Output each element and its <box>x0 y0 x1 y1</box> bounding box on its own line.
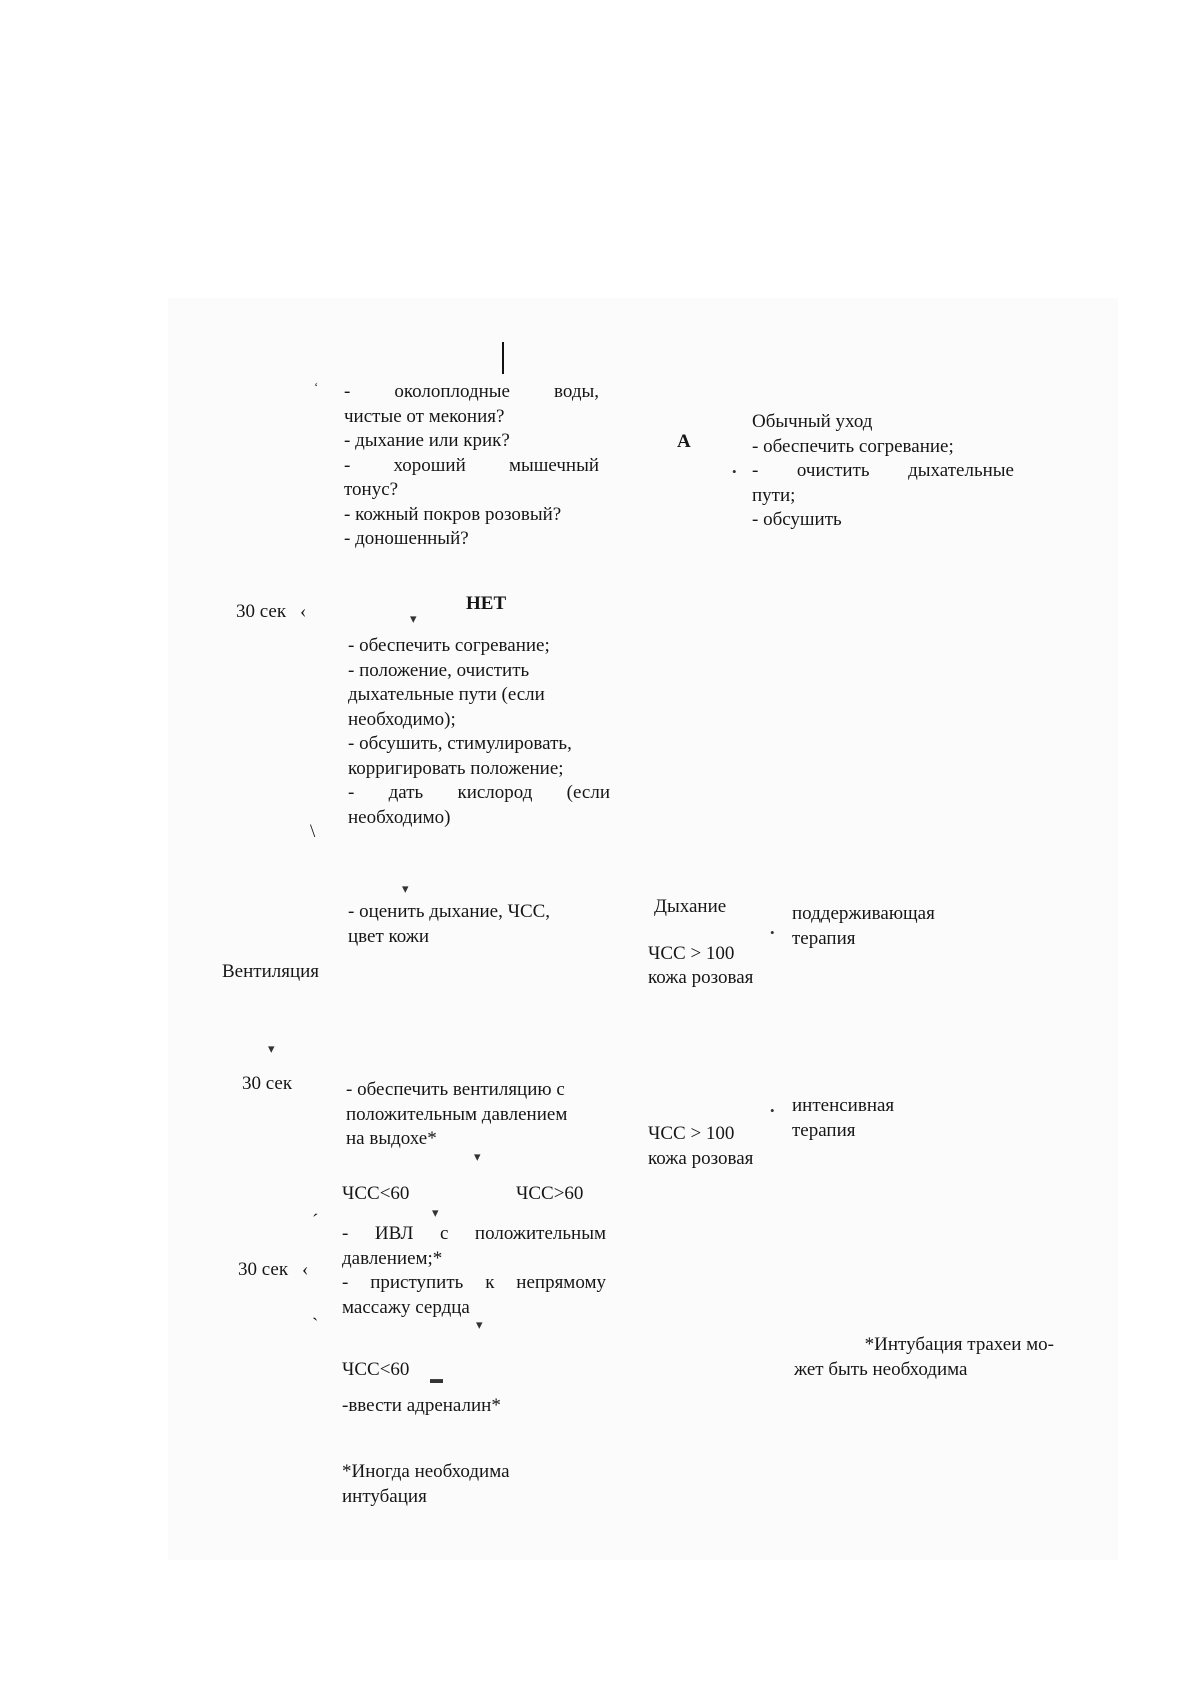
routine-line: - обеспечить согревание; <box>752 435 954 457</box>
step4-line: - обеспечить вентиляцию с <box>346 1079 565 1100</box>
routine-line: - очистить дыхательные <box>752 460 1014 481</box>
step2-line: необходимо); <box>348 708 456 730</box>
step1-line: - хороший мышечный <box>344 454 599 476</box>
step5-line: - ИВЛ с положительным <box>342 1223 606 1244</box>
arrow-mark: • <box>770 1103 775 1118</box>
footnote <box>342 1460 606 1509</box>
brace-mark: ʻ <box>314 379 319 394</box>
time-label-1: 30 сек <box>236 601 287 622</box>
arrow-mark: ▾ <box>432 1205 439 1220</box>
step4-line: положительным давлением <box>346 1103 568 1125</box>
intubation-note-line: *Интубация трахеи мо- <box>864 1334 1054 1355</box>
hr-less-60-label-2: ЧСС<60 <box>342 1359 410 1380</box>
arrow-mark: • <box>732 464 737 479</box>
breathing-line: кожа розовая <box>648 967 754 988</box>
intubation-note-line: жет быть необходима <box>794 1358 968 1380</box>
yes-label: А <box>677 431 691 452</box>
step3-line: - оценить дыхание, ЧСС, <box>348 901 551 922</box>
step5-ivl <box>342 1222 606 1320</box>
arrow-mark: ▾ <box>268 1041 275 1056</box>
intensive-therapy <box>792 1094 932 1143</box>
arrow-mark: ▾ <box>476 1317 483 1332</box>
brace-mark: \ <box>310 821 316 842</box>
time-label-3: 30 сек <box>238 1259 289 1280</box>
step4-line: на выдохе* <box>346 1128 437 1149</box>
brace-mark: ‹ <box>300 601 307 622</box>
step5-line: массажу сердца <box>342 1296 470 1318</box>
step2-line: - обеспечить согревание; <box>348 635 550 656</box>
footnote-line: *Иногда необходима <box>342 1461 510 1482</box>
step5-line: - приступить к непрямому <box>342 1272 606 1293</box>
step2-actions <box>348 634 610 830</box>
step4-ventilation <box>346 1078 610 1152</box>
arrow-mark: ▬ <box>430 1371 443 1386</box>
step1-questions <box>344 380 599 552</box>
step5-line: давлением;* <box>342 1247 443 1269</box>
supportive-line: терапия <box>792 927 856 949</box>
step2-line: корригировать положение; <box>348 757 564 779</box>
no-label: НЕТ <box>466 593 507 614</box>
step2-line: дыхательные пути (если <box>348 684 545 705</box>
adrenaline-step: -ввести адреналин* <box>342 1395 501 1416</box>
brace-mark: ˋ <box>312 1315 319 1336</box>
ventilation-label: Вентиляция <box>222 961 320 982</box>
hr-branch-line: ЧСС > 100 <box>648 1123 735 1144</box>
footnote-line: интубация <box>342 1485 427 1507</box>
time-label-2: 30 сек <box>242 1073 293 1094</box>
breathing-line: ЧСС > 100 <box>648 942 735 964</box>
step2-line: - положение, очистить <box>348 659 530 681</box>
hr-branch-2 <box>648 1122 788 1171</box>
brace-mark: ‹ <box>302 1259 309 1280</box>
hr-more-60-label: ЧСС>60 <box>516 1183 584 1204</box>
connector-line <box>502 342 504 374</box>
step1-line: - околоплодные воды, <box>344 381 599 402</box>
hr-less-60-label: ЧСС<60 <box>342 1183 410 1204</box>
supportive-therapy <box>792 902 972 951</box>
step3-line: цвет кожи <box>348 925 430 947</box>
routine-line: Обычный уход <box>752 411 873 432</box>
brace-mark: ˊ <box>312 1211 319 1232</box>
routine-care-box <box>752 410 1014 533</box>
step1-line: - дыхание или крик? <box>344 430 510 451</box>
supportive-line: поддерживающая <box>792 903 935 924</box>
hr-branch-line: кожа розовая <box>648 1147 754 1169</box>
intensive-line: терапия <box>792 1119 856 1141</box>
arrow-mark: ▾ <box>402 881 409 896</box>
step2-line: - дать кислород (если <box>348 782 610 803</box>
arrow-mark: ▾ <box>474 1149 481 1164</box>
step3-evaluate <box>348 900 610 949</box>
arrow-mark: ▾ <box>410 611 417 626</box>
arrow-mark: • <box>770 925 775 940</box>
step1-line: тонус? <box>344 479 399 500</box>
step1-line: чистые от мекония? <box>344 405 505 427</box>
step1-line: - кожный покров розовый? <box>344 503 562 525</box>
breathing-branch <box>648 895 788 991</box>
step2-line: - обсушить, стимулировать, <box>348 733 572 754</box>
step1-line: - доношенный? <box>344 528 469 549</box>
routine-line: пути; <box>752 484 796 506</box>
step2-line: необходимо) <box>348 806 451 828</box>
intubation-note <box>794 1333 1054 1382</box>
routine-line: - обсушить <box>752 509 842 530</box>
intensive-line: интенсивная <box>792 1095 895 1116</box>
breathing-line: Дыхание <box>654 896 727 917</box>
